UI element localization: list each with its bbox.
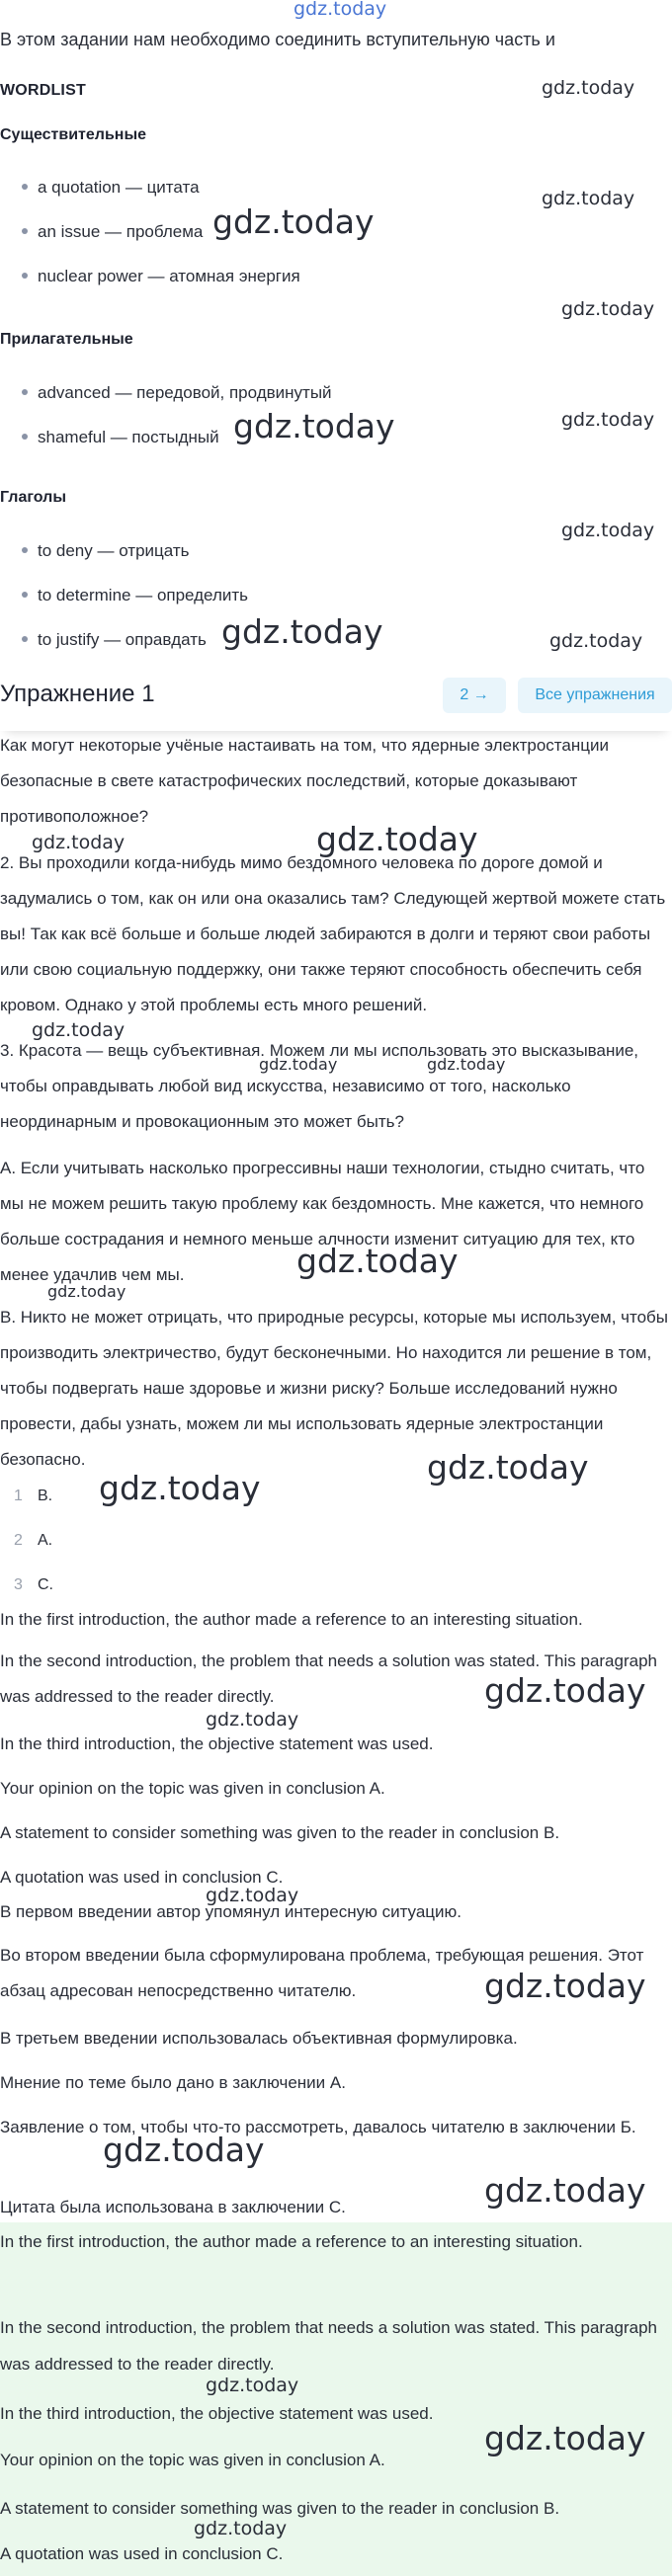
answer-line: In the second introduction, the problem that needs a solution was stated. This paragraph was addressed to the reader directly. xyxy=(0,2318,657,2374)
watermark: gdz.today xyxy=(484,1671,646,1710)
answer-line: In the third introduction, the objective statement was used. xyxy=(0,2404,434,2423)
group-title-verbs: Глаголы xyxy=(0,489,66,506)
watermark: gdz.today xyxy=(233,407,395,445)
bullet-dot xyxy=(22,228,28,234)
watermark: gdz.today xyxy=(484,2171,646,2210)
group-title-adjectives: Прилагательные xyxy=(0,331,133,348)
word-item: shameful — постыдный xyxy=(22,428,219,447)
word-item: to determine — определить xyxy=(22,586,248,605)
watermark: gdz.today xyxy=(427,1055,506,1074)
russian-line: В третьем введении использовалась объективная формулировка. xyxy=(0,2029,518,2048)
english-line: Your opinion on the topic was given in conclusion A. xyxy=(0,1779,385,1798)
watermark: gdz.today xyxy=(206,1709,299,1731)
answer-line: A statement to consider something was given to the reader in conclusion B. xyxy=(0,2499,560,2518)
word-item: to justify — оправдать xyxy=(22,630,207,650)
watermark: gdz.today xyxy=(561,520,655,541)
all-exercises-button[interactable]: Все упражнения xyxy=(518,678,672,713)
english-line: A quotation was used in conclusion C. xyxy=(0,1868,284,1887)
watermark: gdz.today xyxy=(296,1242,459,1280)
match-item: 1 B. xyxy=(14,1488,53,1504)
watermark: gdz.today xyxy=(427,1448,589,1487)
paragraph-3: 3. Красота — вещь субъективная. Можем ли мы использовать это высказывание, чтобы оправдывать любой вид искусства, независимо от того, насколько неординарным и провокационным это может быть? xyxy=(0,1041,639,1131)
watermark: gdz.today xyxy=(194,2518,288,2539)
watermark: gdz.today xyxy=(316,820,478,858)
russian-line: Мнение по теме было дано в заключении A. xyxy=(0,2073,346,2092)
russian-line: Заявление о том, чтобы что-то рассмотреть, давалось читателю в заключении Б. xyxy=(0,2118,636,2136)
russian-line: В первом введении автор упомянул интересную ситуацию. xyxy=(0,1902,462,1921)
match-item: 2 A. xyxy=(14,1532,53,1549)
watermark: gdz.today xyxy=(32,832,126,853)
watermark: gdz.today xyxy=(549,630,643,652)
bullet-dot xyxy=(22,636,28,642)
intro-text: В этом задании нам необходимо соединить вступительную часть и xyxy=(0,30,555,49)
word-item: to deny — отрицать xyxy=(22,541,190,561)
watermark: gdz.today xyxy=(206,2375,299,2396)
english-line: A statement to consider something was given to the reader in conclusion B. xyxy=(0,1823,560,1842)
bullet-dot xyxy=(22,434,28,440)
answer-line: In the first introduction, the author made a reference to an interesting situation. xyxy=(0,2232,583,2251)
watermark: gdz.today xyxy=(484,1967,646,2005)
answer-line: A quotation was used in conclusion C. xyxy=(0,2544,284,2563)
watermark: gdz.today xyxy=(542,77,635,99)
paragraph-1: Как могут некоторые учёные настаивать на том, что ядерные электростанции безопасные в свете катастрофических последствий, которые доказывают противоположное? xyxy=(0,736,609,826)
english-line: In the third introduction, the objective statement was used. xyxy=(0,1734,434,1753)
match-item: 3 C. xyxy=(14,1576,53,1593)
bullet-dot xyxy=(22,547,28,553)
watermark: gdz.today xyxy=(206,1885,299,1906)
bullet-dot xyxy=(22,592,28,598)
exercise-title: Упражнение 1 xyxy=(0,681,155,707)
watermark: gdz.today xyxy=(212,202,375,241)
watermark: gdz.today xyxy=(103,2131,265,2169)
watermark: gdz.today xyxy=(259,1055,338,1074)
watermark: gdz.today xyxy=(561,298,655,320)
watermark: gdz.today xyxy=(221,612,383,651)
english-line: In the second introduction, the problem that needs a solution was stated. This paragraph was addressed to the reader directly. xyxy=(0,1651,657,1706)
site-logo[interactable]: gdz.today xyxy=(294,0,387,20)
watermark: gdz.today xyxy=(47,1282,126,1301)
next-exercise-button[interactable]: 2 → xyxy=(443,678,506,713)
group-title-nouns: Существительные xyxy=(0,126,147,143)
exercise-header xyxy=(0,662,672,731)
russian-line: Во втором введении была сформулирована проблема, требующая решения. Этот абзац адресован непосредственно читателю. xyxy=(0,1946,644,2000)
wordlist-title: WORDLIST xyxy=(0,82,86,99)
watermark: gdz.today xyxy=(99,1469,261,1507)
russian-line: Цитата была использована в заключении C. xyxy=(0,2198,346,2216)
word-item: a quotation — цитата xyxy=(22,178,200,198)
paragraph-b: B. Никто не может отрицать, что природные ресурсы, которые мы используем, чтобы производить электричество, будут бесконечными. Но находится ли решение в том, чтобы подвергать наше здоровье и жизни риску? Больше исследований нужно провести, дабы узнать, можем ли мы использовать ядерные электростанции безопасно. xyxy=(0,1308,668,1469)
bullet-dot xyxy=(22,389,28,395)
word-item: nuclear power — атомная энергия xyxy=(22,267,300,286)
word-item: advanced — передовой, продвинутый xyxy=(22,383,332,403)
watermark: gdz.today xyxy=(32,1019,126,1041)
watermark: gdz.today xyxy=(542,188,635,209)
word-item: an issue — проблема xyxy=(22,222,203,242)
watermark: gdz.today xyxy=(561,409,655,431)
watermark: gdz.today xyxy=(484,2419,646,2457)
paragraph-2: 2. Вы проходили когда-нибудь мимо бездомного человека по дороге домой и задумались о том, как он или она оказались там? Следующей жертвой можете стать вы! Так как всё больше и больше людей забираются в долги и теряют свои работы или свою социальную поддержку, они также теряют способность обеспечить себя кровом. Однако у этой проблемы есть много решений. xyxy=(0,853,666,1014)
answer-line: Your opinion on the topic was given in conclusion A. xyxy=(0,2451,385,2469)
bullet-dot xyxy=(22,273,28,279)
english-line: In the first introduction, the author made a reference to an interesting situation. xyxy=(0,1610,583,1629)
bullet-dot xyxy=(22,184,28,190)
paragraph-a: A. Если учитывать насколько прогрессивны наши технологии, стыдно считать, что мы не можем решить такую проблему как бездомность. Мне кажется, что немного больше сострадания и немного меньше алчности изменит ситуацию для тех, кто менее удачлив чем мы. xyxy=(0,1159,645,1284)
